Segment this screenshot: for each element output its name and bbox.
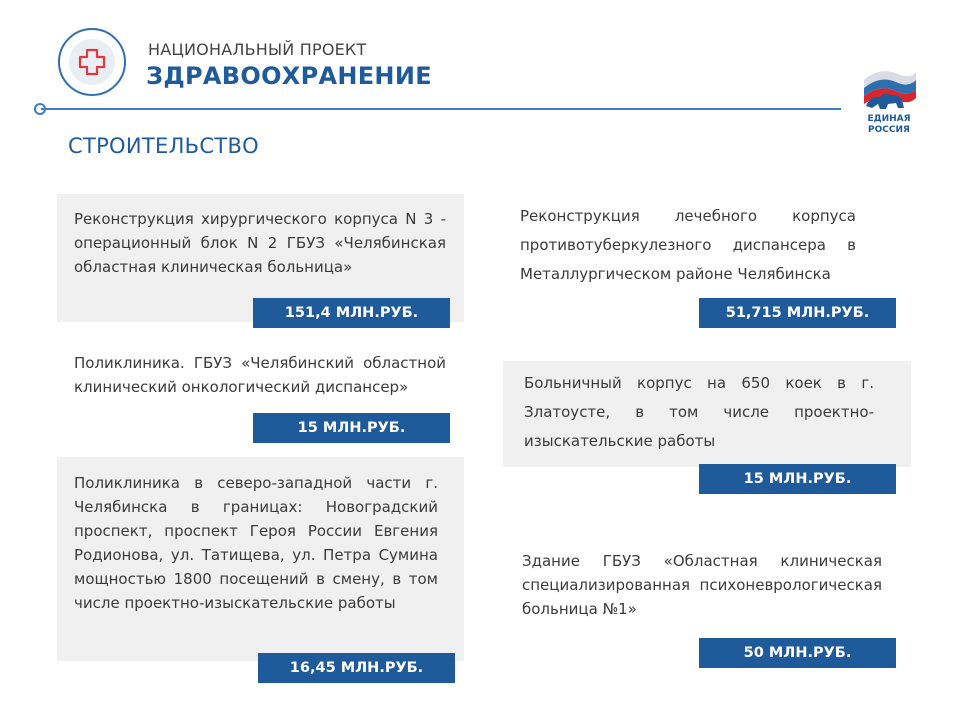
project-amount-1: 151,4 МЛН.РУБ.	[253, 298, 450, 328]
header-subtitle: НАЦИОНАЛЬНЫЙ ПРОЕКТ	[148, 40, 367, 59]
project-text-4: Реконструкция лечебного корпуса противотуберкулезного диспансера в Металлургическом районе Челябинска	[520, 207, 856, 283]
party-logo	[858, 66, 920, 146]
header-title: ЗДРАВООХРАНЕНИЕ	[146, 62, 432, 90]
header-divider	[41, 108, 841, 110]
flag-bear-icon	[858, 66, 920, 112]
project-text-1: Реконструкция хирургического корпуса N 3 - операционный блок N 2 ГБУЗ «Челябинская областная клиническая больница»	[74, 210, 446, 276]
project-amount-4: 51,715 МЛН.РУБ.	[699, 298, 896, 328]
project-text-3: Поликлиника в северо-западной части г. Челябинска в границах: Новоградский проспект, проспект Героя России Евгения Родионова, ул. Татищева, ул. Петра Сумина мощностью 1800 посещений в смену, в том числе проектно-изыскательские работы	[74, 474, 438, 612]
project-text-6: Здание ГБУЗ «Областная клиническая специализированная психоневрологическая больница №1»	[522, 552, 882, 618]
project-amount-5: 15 МЛН.РУБ.	[699, 464, 896, 494]
medical-cross-icon	[69, 39, 115, 85]
project-text-5: Больничный корпус на 650 коек в г. Златоусте, в том числе проектно-изыскательские работы	[524, 374, 874, 450]
project-amount-3: 16,45 МЛН.РУБ.	[258, 653, 455, 683]
project-amount-6: 50 МЛН.РУБ.	[699, 638, 896, 668]
project-text-2: Поликлиника. ГБУЗ «Челябинский областной клинический онкологический диспансер»	[74, 354, 446, 396]
project-amount-2: 15 МЛН.РУБ.	[253, 413, 450, 443]
party-label-2: РОССИЯ	[868, 125, 910, 135]
party-label-1: ЕДИНАЯ	[867, 114, 911, 124]
health-logo	[58, 28, 126, 96]
section-title: СТРОИТЕЛЬСТВО	[68, 134, 260, 158]
